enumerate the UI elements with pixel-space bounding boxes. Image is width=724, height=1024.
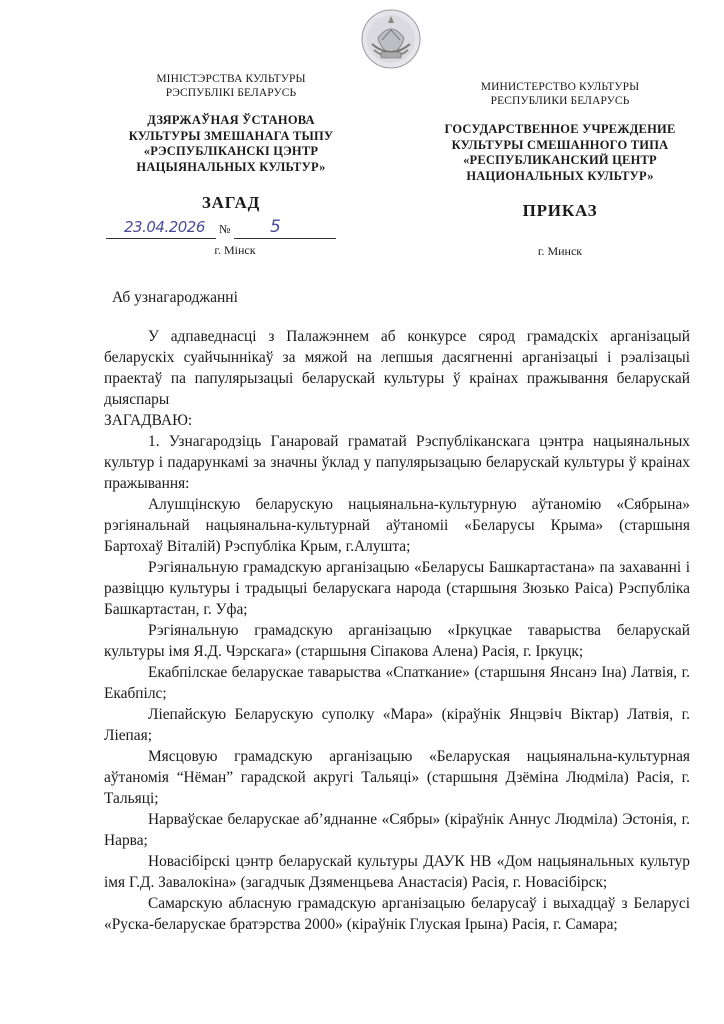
item-1-paragraph: 1. Узнагародзіць Ганаровай граматай Рэспубліканскага цэнтра нацыянальных культур і падарункамі за значны ўклад у папулярызацыю беларускай культуры ў краінах пражывання:: [104, 433, 690, 492]
awardee-paragraph: Новасібірскі цэнтр беларускай культуры ДАУК НВ «Дом нацыянальных культур імя Г.Д. Завалокіна» (загадчык Дзяменцьева Анастасія) Расія, г. Новасібірск;: [104, 853, 690, 891]
institution-line: «РЭСПУБЛІКАНСКІ ЦЭНТР: [143, 144, 319, 158]
institution-line: НАЦИОНАЛЬНЫХ КУЛЬТУР»: [466, 168, 654, 183]
date-number-line: [106, 218, 338, 240]
date-underline: [106, 238, 216, 239]
handwritten-date: 23.04.2026: [124, 218, 205, 236]
state-emblem-icon: [360, 8, 422, 70]
awardee-paragraph: Мясцовую грамадскую арганізацыю «Беларуская нацыянальна-культурная аўтаномія “Нёман” гарадской акругі Тальяці» (старшыня Дзёміна Людміла) Расія, г. Тальяці;: [104, 748, 690, 807]
awardee-paragraph: Самарскую абласную грамадскую арганізацыю беларусаў і выхадцаў з Беларусі «Руска-беларускае братэрства 2000» (кіраўнік Глуская Ірына) Расія, г. Самара;: [104, 895, 690, 933]
document-subject: Аб узнагароджанні: [112, 289, 238, 306]
city-be: г. Мінск: [214, 243, 256, 257]
ministry-name-be: [100, 72, 362, 100]
number-sign: №: [219, 222, 231, 236]
header-right-russian: [425, 80, 695, 221]
awardee-paragraph: Нарваўскае беларускае аб’яднанне «Сябры» (кіраўнік Аннус Людміла) Эстонія, г. Нарва;: [104, 811, 690, 849]
ministry-line: РЕСПУБЛИКИ БЕЛАРУСЬ: [490, 95, 630, 107]
institution-line: КУЛЬТУРЫ СМЕШАННОГО ТИПА: [451, 137, 669, 152]
order-word: ЗАГАДВАЮ:: [104, 412, 193, 429]
awardee-paragraph: Ліепайскую Беларускую суполку «Мара» (кіраўнік Янцэвіч Віктар) Латвія, г. Ліепая;: [104, 706, 690, 744]
institution-name-ru: [425, 122, 695, 184]
handwritten-number: 5: [270, 217, 281, 237]
awardee-paragraph: Рэгіянальную грамадскую арганізацыю «Беларусы Башкартастана» па захаванні і развіццю культуры і традыцыі беларускага народа (старшыня Зюзько Раіса) Рэспубліка Башкартастан, г. Уфа;: [104, 559, 690, 618]
doc-type-be: ЗАГАД: [201, 193, 261, 212]
number-underline: [234, 238, 336, 239]
preamble-paragraph: У адпаведнасці з Палажэннем аб конкурсе сярод грамадскіх арганізацый беларускіх суайчыннікаў за мяжой на лепшыя дасягненні арганізацыі і рэалізацыі праектаў па папулярызацыі беларускай культуры ў краінах пражывання беларускай дыяспары: [104, 328, 690, 408]
document-body: [104, 326, 690, 935]
institution-name-be: [100, 113, 362, 175]
ministry-name-ru: [425, 80, 695, 108]
header-left-belarusian: [100, 72, 362, 213]
ministry-line: РЭСПУБЛІКІ БЕЛАРУСЬ: [165, 87, 297, 99]
awardee-paragraph: Алушцінскую беларускую нацыянальна-культурную аўтаномію «Сябрына» рэгіянальнай нацыянальна-культурнай аўтаноміі «Беларусы Крыма» (старшыня Бартохаў Віталій) Рэспубліка Крым, г.Алушта;: [104, 496, 690, 555]
awardee-paragraph: Рэгіянальную грамадскую арганізацыю «Іркуцкае таварыства беларускай культуры імя Я.Д. Чэрскага» (старшыня Сіпакова Алена) Расія, г. Іркуцк;: [104, 622, 690, 660]
institution-line: «РЕСПУБЛИКАНСКИЙ ЦЕНТР: [463, 153, 657, 167]
ministry-line: МИНИСТЕРСТВО КУЛЬТУРЫ: [480, 81, 640, 93]
institution-line: КУЛЬТУРЫ ЗМЕШАНАГА ТЫПУ: [128, 128, 334, 143]
doc-type-ru: ПРИКАЗ: [522, 201, 598, 220]
city-ru: г. Минск: [537, 244, 583, 258]
institution-line: ГОСУДАРСТВЕННОЕ УЧРЕЖДЕНИЕ: [444, 122, 676, 136]
awardee-paragraph: Екабпілскае беларускае таварыства «Спаткание» (старшыня Янсанэ Іна) Латвія, г. Екабпілс;: [104, 664, 690, 702]
institution-line: НАЦЫЯНАЛЬНЫХ КУЛЬТУР»: [136, 159, 326, 174]
institution-line: ДЗЯРЖАЎНАЯ ЎСТАНОВА: [147, 113, 315, 127]
ministry-line: МІНІСТЭРСТВА КУЛЬТУРЫ: [156, 73, 306, 85]
